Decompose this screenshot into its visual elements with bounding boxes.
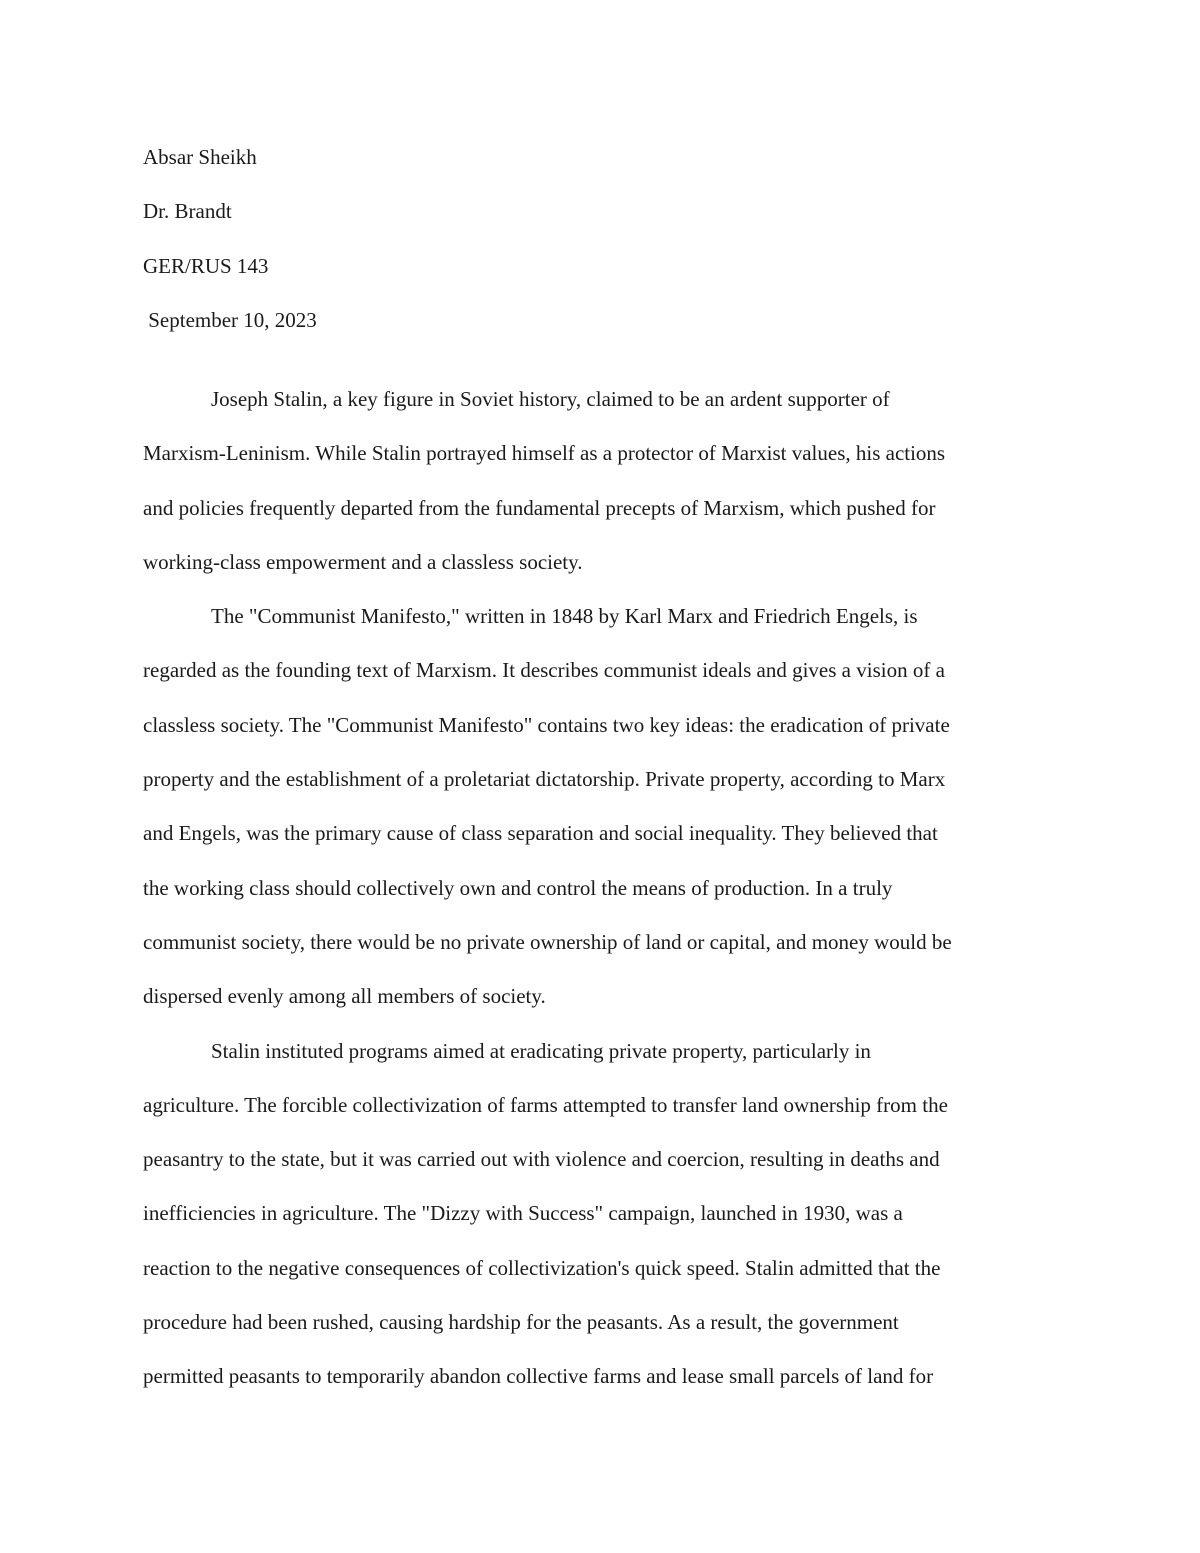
paragraph-3-line: inefficiencies in agriculture. The "Dizzy with Success" campaign, launched in 1930, was a [143,1201,903,1226]
essay-date: September 10, 2023 [143,307,317,332]
paragraph-1-line: and policies frequently departed from the fundamental precepts of Marxism, which pushed for [143,495,936,520]
paragraph-3-line: Stalin instituted programs aimed at eradicating private property, particularly in [211,1038,871,1063]
paragraph-2-line: dispersed evenly among all members of society. [143,984,546,1009]
paragraph-3-line: peasantry to the state, but it was carried out with violence and coercion, resulting in deaths and [143,1147,940,1172]
paragraph-2-line: the working class should collectively own and control the means of production. In a truly [143,875,893,900]
paragraph-1-line: Joseph Stalin, a key figure in Soviet history, claimed to be an ardent supporter of [211,387,890,411]
paragraph-2-line: communist society, there would be no private ownership of land or capital, and money would be [143,929,952,954]
paragraph-3-line: permitted peasants to temporarily abandon collective farms and lease small parcels of land for [143,1364,934,1389]
course-code: GER/RUS 143 [143,253,269,278]
instructor-name: Dr. Brandt [143,199,232,224]
essay-body [143,384,1053,1416]
paragraph-2-line: The "Communist Manifesto," written in 1848 by Karl Marx and Friedrich Engels, is [211,604,918,629]
paragraph-2-line: and Engels, was the primary cause of class separation and social inequality. They believed that [143,821,938,846]
paragraph-1-line: Marxism-Leninism. While Stalin portrayed himself as a protector of Marxist values, his actions [143,441,946,466]
author-name: Absar Sheikh [143,145,257,169]
paragraph-3-line: agriculture. The forcible collectivization of farms attempted to transfer land ownership from the [143,1092,948,1117]
essay-header [143,142,1063,359]
paragraph-3-line: reaction to the negative consequences of collectivization's quick speed. Stalin admitted that the [143,1255,941,1280]
paragraph-1-line: working-class empowerment and a classless society. [143,549,583,574]
paragraph-2-line: regarded as the founding text of Marxism. It describes communist ideals and gives a vision of a [143,658,945,683]
paragraph-2-line: property and the establishment of a proletariat dictatorship. Private property, according to Marx [143,767,946,792]
paragraph-2-line: classless society. The "Communist Manifesto" contains two key ideas: the eradication of private [143,712,950,737]
paragraph-3-line: procedure had been rushed, causing hardship for the peasants. As a result, the government [143,1310,899,1335]
